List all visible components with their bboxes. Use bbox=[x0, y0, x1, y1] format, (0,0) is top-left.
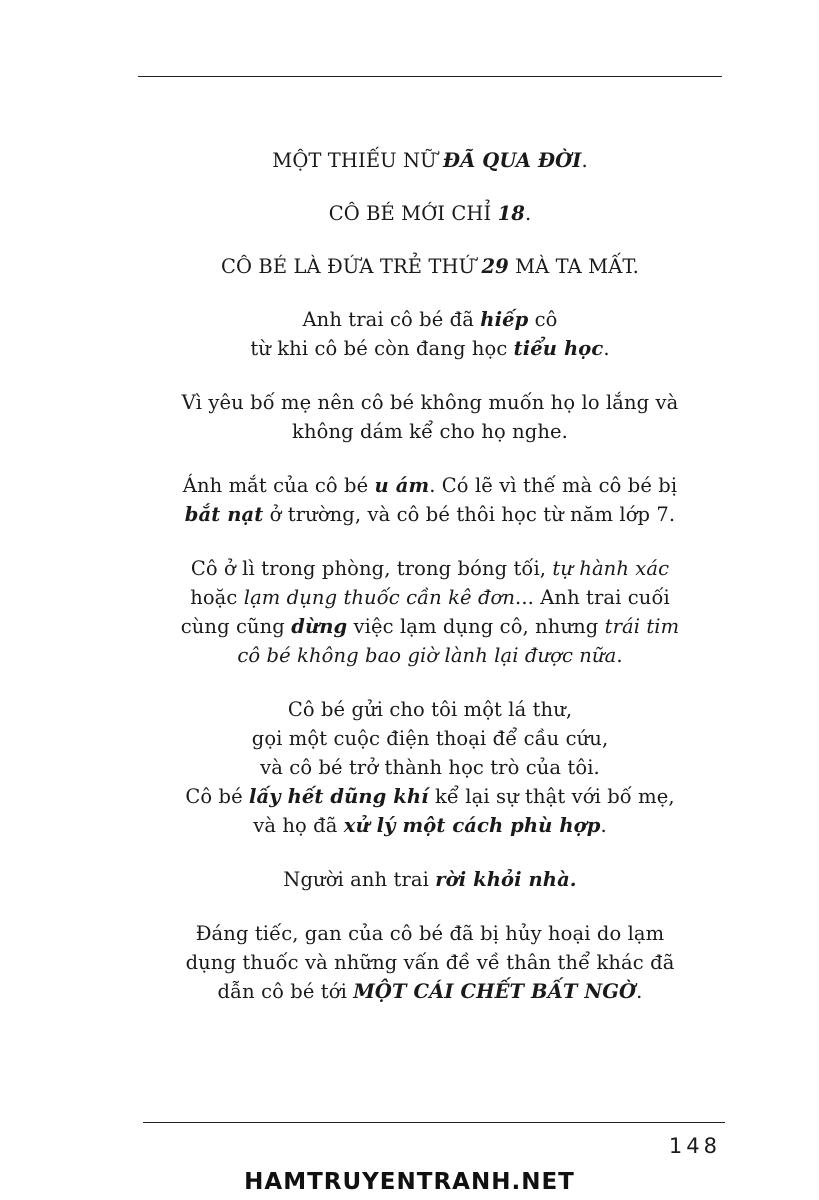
text-run: CÔ BÉ LÀ ĐỨA TRẺ THỨ bbox=[221, 255, 482, 278]
text-run: . bbox=[581, 149, 588, 172]
narration-text bbox=[138, 146, 722, 1031]
text-line bbox=[138, 305, 722, 334]
text-line bbox=[138, 417, 722, 446]
text-run: . Có lẽ vì thế mà cô bé bị bbox=[429, 474, 678, 497]
emphasis-bold: u ám bbox=[374, 474, 430, 497]
emphasis-bold: 29 bbox=[481, 255, 509, 278]
text-line bbox=[138, 724, 722, 753]
text-run: gọi một cuộc điện thoại để cầu cứu, bbox=[251, 727, 609, 750]
emphasis-bold: ĐÃ QUA ĐỜI bbox=[443, 149, 582, 172]
emphasis-italic: cô bé không bao giờ lành lại được nữa bbox=[237, 644, 617, 667]
text-line bbox=[138, 919, 722, 948]
paragraph bbox=[138, 252, 722, 281]
text-run: cô bbox=[528, 308, 558, 331]
text-line bbox=[138, 199, 722, 228]
text-line bbox=[138, 500, 722, 529]
text-run: Ánh mắt của cô bé bbox=[182, 474, 375, 497]
emphasis-bold: xử lý một cách phù hợp bbox=[343, 814, 601, 837]
text-run: . bbox=[616, 644, 623, 667]
emphasis-bold: lấy hết dũng khí bbox=[249, 785, 429, 808]
text-run: Người anh trai bbox=[283, 868, 436, 891]
text-run: không dám kể cho họ nghe. bbox=[292, 420, 568, 443]
emphasis-bold: rời khỏi nhà. bbox=[435, 868, 577, 891]
text-line bbox=[138, 334, 722, 363]
paragraph bbox=[138, 199, 722, 228]
emphasis-bold: dừng bbox=[291, 615, 348, 638]
text-line bbox=[138, 695, 722, 724]
text-line bbox=[138, 612, 722, 641]
text-run: . bbox=[603, 337, 610, 360]
text-line bbox=[138, 583, 722, 612]
paragraph bbox=[138, 305, 722, 363]
bottom-rule bbox=[143, 1122, 725, 1123]
text-run: Đáng tiếc, gan của cô bé đã bị hủy hoại do lạm bbox=[195, 922, 665, 945]
paragraph bbox=[138, 695, 722, 840]
text-run: . bbox=[600, 814, 607, 837]
text-line bbox=[138, 977, 722, 1006]
text-line bbox=[138, 388, 722, 417]
text-line bbox=[138, 753, 722, 782]
text-run: cùng cũng bbox=[180, 615, 292, 638]
text-run: hoặc bbox=[190, 586, 244, 609]
text-line bbox=[138, 948, 722, 977]
text-run: MỘT THIẾU NỮ bbox=[272, 149, 443, 172]
text-line bbox=[138, 252, 722, 281]
text-run: và họ đã bbox=[253, 814, 344, 837]
text-run: . bbox=[524, 202, 532, 225]
text-run: ở trường, và cô bé thôi học từ năm lớp 7. bbox=[263, 503, 676, 526]
text-run: ... Anh trai cuối bbox=[515, 586, 670, 609]
text-line bbox=[138, 471, 722, 500]
paragraph bbox=[138, 554, 722, 670]
text-line bbox=[138, 641, 722, 670]
emphasis-italic: trái tim bbox=[604, 615, 680, 638]
emphasis-italic: tự hành xác bbox=[552, 557, 670, 580]
text-run: Vì yêu bố mẹ nên cô bé không muốn họ lo lắng và bbox=[181, 391, 679, 414]
paragraph bbox=[138, 146, 722, 175]
text-run: . bbox=[636, 980, 643, 1003]
text-run: dẫn cô bé tới bbox=[217, 980, 354, 1003]
paragraph bbox=[138, 471, 722, 529]
text-run: MÀ TA MẤT. bbox=[508, 255, 639, 278]
emphasis-bold: MỘT CÁI CHẾT BẤT NGỜ bbox=[353, 980, 637, 1003]
top-rule bbox=[138, 76, 722, 77]
paragraph bbox=[138, 865, 722, 894]
text-run: kể lại sự thật với bố mẹ, bbox=[428, 785, 675, 808]
emphasis-bold: 18 bbox=[497, 202, 525, 225]
text-run: và cô bé trở thành học trò của tôi. bbox=[260, 756, 600, 779]
page-number: 148 bbox=[668, 1134, 721, 1158]
text-line bbox=[138, 146, 722, 175]
text-run: CÔ BÉ MỚI CHỈ bbox=[328, 202, 498, 225]
text-run: Cô bé bbox=[185, 785, 250, 808]
emphasis-italic: lạm dụng thuốc cần kê đơn bbox=[243, 586, 516, 609]
text-run: Cô bé gửi cho tôi một lá thư, bbox=[287, 698, 573, 721]
text-line bbox=[138, 554, 722, 583]
emphasis-bold: hiếp bbox=[480, 308, 529, 331]
text-run: Cô ở lì trong phòng, trong bóng tối, bbox=[190, 557, 553, 580]
text-line bbox=[138, 811, 722, 840]
site-watermark: HAMTRUYENTRANH.NET bbox=[244, 1169, 575, 1195]
paragraph bbox=[138, 919, 722, 1006]
paragraph bbox=[138, 388, 722, 446]
emphasis-bold: bắt nạt bbox=[184, 503, 264, 526]
text-run: từ khi cô bé còn đang học bbox=[250, 337, 514, 360]
text-line bbox=[138, 782, 722, 811]
emphasis-bold: tiểu học bbox=[513, 337, 604, 360]
text-run: Anh trai cô bé đã bbox=[302, 308, 481, 331]
text-run: việc lạm dụng cô, nhưng bbox=[347, 615, 605, 638]
text-run: dụng thuốc và những vấn đề về thân thể khác đã bbox=[185, 951, 675, 974]
text-line bbox=[138, 865, 722, 894]
